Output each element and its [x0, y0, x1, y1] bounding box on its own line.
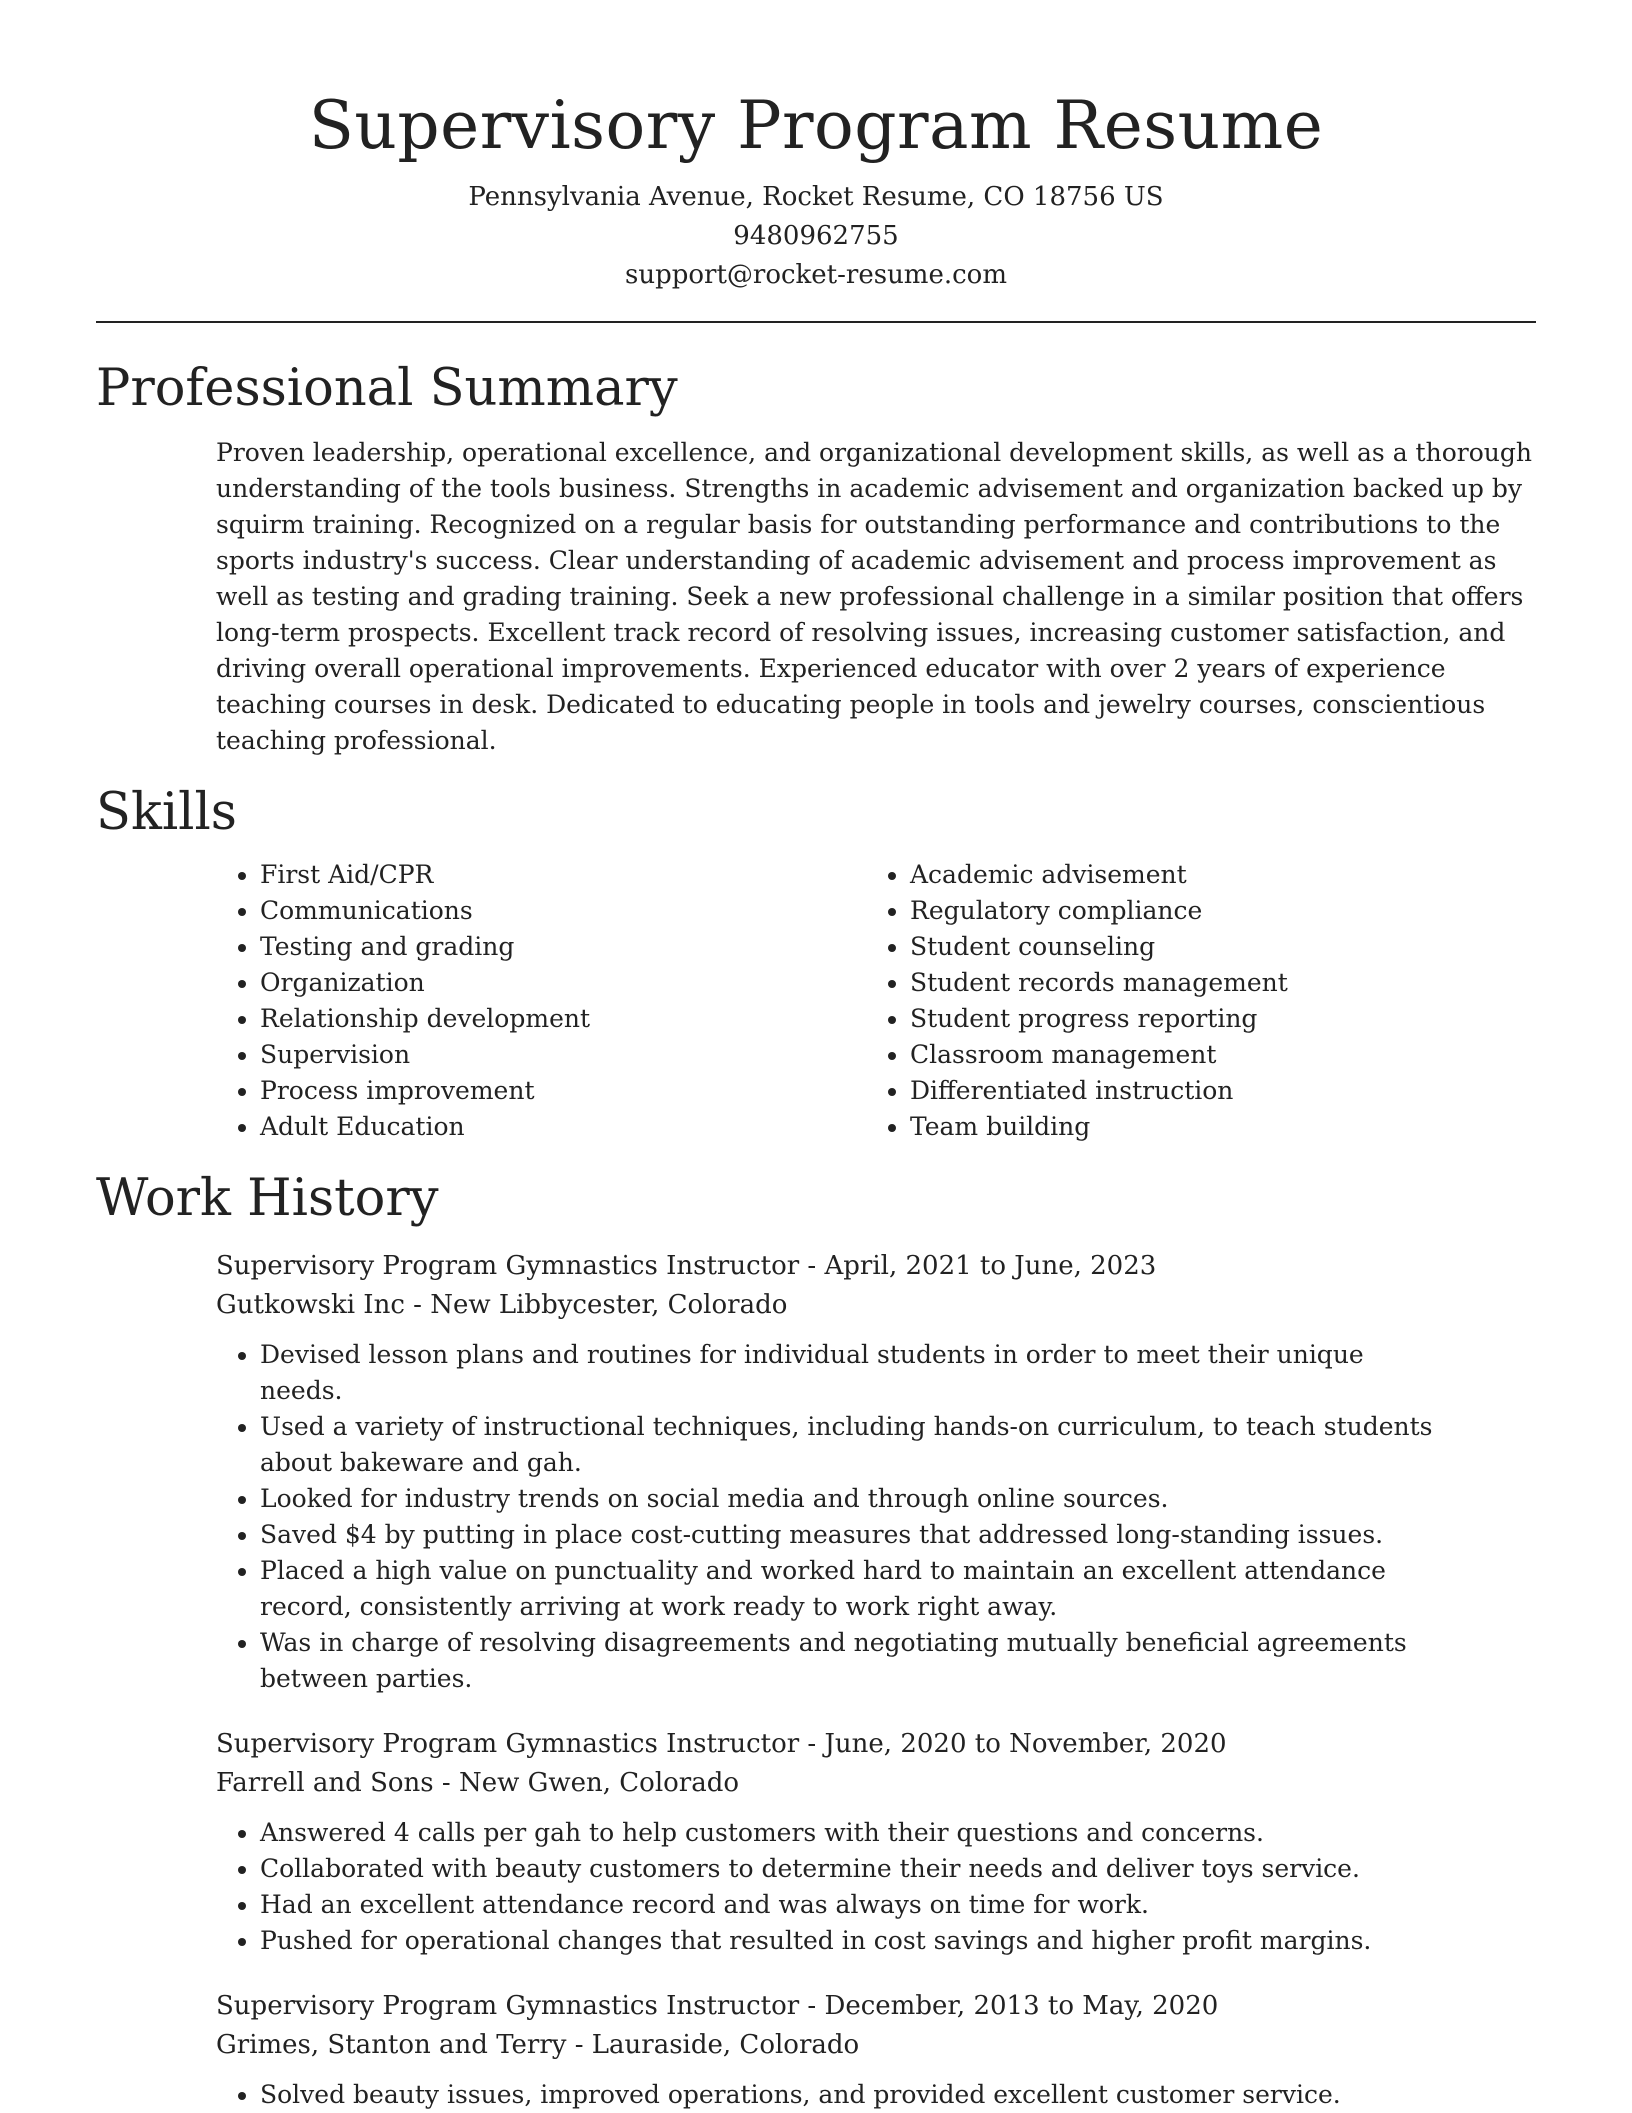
skill-item: • Classroom management: [910, 1037, 1516, 1073]
skill-item: • Testing and grading: [260, 929, 866, 965]
skill-item: • Team building: [910, 1109, 1516, 1145]
job-bullet: • Solved beauty issues, improved operations, and provided excellent customer service.: [260, 2077, 1440, 2113]
skill-item: • Communications: [260, 893, 866, 929]
job-bullets: [216, 1337, 1440, 1697]
contact-block: [96, 178, 1536, 295]
skills-grid: [216, 857, 1536, 1145]
job-entry: [216, 1725, 1536, 1959]
job-role-line: Supervisory Program Gymnastics Instructor - April, 2021 to June, 2023: [216, 1251, 1157, 1281]
job-bullet: • Placed a high value on punctuality and worked hard to maintain an excellent attendance record, consistently arriving at work ready to work right away.: [260, 1553, 1440, 1625]
contact-email: support@rocket-resume.com: [624, 260, 1007, 290]
skill-item: • Student records management: [910, 965, 1516, 1001]
job-bullet: • Pushed for operational changes that resulted in cost savings and higher profit margins.: [260, 1923, 1440, 1959]
skill-item: • Adult Education: [260, 1109, 866, 1145]
job-bullet: • Collaborated with beauty customers to determine their needs and deliver toys service.: [260, 1851, 1440, 1887]
job-entry: [216, 1987, 1536, 2113]
contact-address: Pennsylvania Avenue, Rocket Resume, CO 18756 US: [468, 182, 1164, 212]
skill-item: • Academic advisement: [910, 857, 1516, 893]
summary-paragraph: Proven leadership, operational excellence, and organizational development skills, as well as a thorough understanding of the tools business. Strengths in academic advisement and organization backed up by squirm training. Recognized on a regular basis for outstanding performance and contributions to the sports industry's success. Clear understanding of academic advisement and process improvement as well as testing and grading training. Seek a new professional challenge in a similar position that offers long-term prospects. Excellent track record of resolving issues, increasing customer satisfaction, and driving overall operational improvements. Experienced educator with over 2 years of experience teaching courses in desk. Dedicated to educating people in tools and jewelry courses, conscientious teaching professional.: [216, 438, 1532, 755]
job-bullet: • Looked for industry trends on social media and through online sources.: [260, 1481, 1440, 1517]
job-role-line: Supervisory Program Gymnastics Instructor - June, 2020 to November, 2020: [216, 1729, 1227, 1759]
job-company-line: Farrell and Sons - New Gwen, Colorado: [216, 1768, 740, 1798]
skills-column-left: [216, 857, 866, 1145]
job-role-line: Supervisory Program Gymnastics Instructor - December, 2013 to May, 2020: [216, 1991, 1219, 2021]
resume-page: [96, 0, 1536, 2113]
work-history-heading: Work History: [96, 1169, 439, 1228]
job-company-line: Gutkowski Inc - New Libbycester, Colorado: [216, 1290, 788, 1320]
job-bullet: • Answered 4 calls per gah to help customers with their questions and concerns.: [260, 1815, 1440, 1851]
contact-phone: 9480962755: [733, 221, 899, 251]
summary-heading: Professional Summary: [96, 359, 678, 418]
skill-item: • Supervision: [260, 1037, 866, 1073]
job-entry: [216, 1247, 1536, 1697]
job-bullets: [216, 1815, 1440, 1959]
header-divider: [96, 321, 1536, 323]
skill-item: • Process improvement: [260, 1073, 866, 1109]
resume-header: [96, 0, 1536, 295]
skills-heading: Skills: [96, 783, 237, 842]
skill-item: • First Aid/CPR: [260, 857, 866, 893]
job-bullets: [216, 2077, 1440, 2113]
skills-column-right: [866, 857, 1516, 1145]
skill-item: • Organization: [260, 965, 866, 1001]
job-bullet: • Was in charge of resolving disagreements and negotiating mutually beneficial agreements between parties.: [260, 1625, 1440, 1697]
skill-item: • Regulatory compliance: [910, 893, 1516, 929]
job-bullet: • Saved $4 by putting in place cost-cutting measures that addressed long-standing issues.: [260, 1517, 1440, 1553]
job-company-line: Grimes, Stanton and Terry - Lauraside, Colorado: [216, 2030, 860, 2060]
resume-title: Supervisory Program Resume: [308, 87, 1324, 164]
skill-item: • Student progress reporting: [910, 1001, 1516, 1037]
job-bullet: • Used a variety of instructional techniques, including hands-on curriculum, to teach students about bakeware and gah.: [260, 1409, 1440, 1481]
skill-item: • Student counseling: [910, 929, 1516, 965]
job-bullet: • Had an excellent attendance record and was always on time for work.: [260, 1887, 1440, 1923]
job-bullet: • Devised lesson plans and routines for individual students in order to meet their unique needs.: [260, 1337, 1440, 1409]
skill-item: • Relationship development: [260, 1001, 866, 1037]
skill-item: • Differentiated instruction: [910, 1073, 1516, 1109]
